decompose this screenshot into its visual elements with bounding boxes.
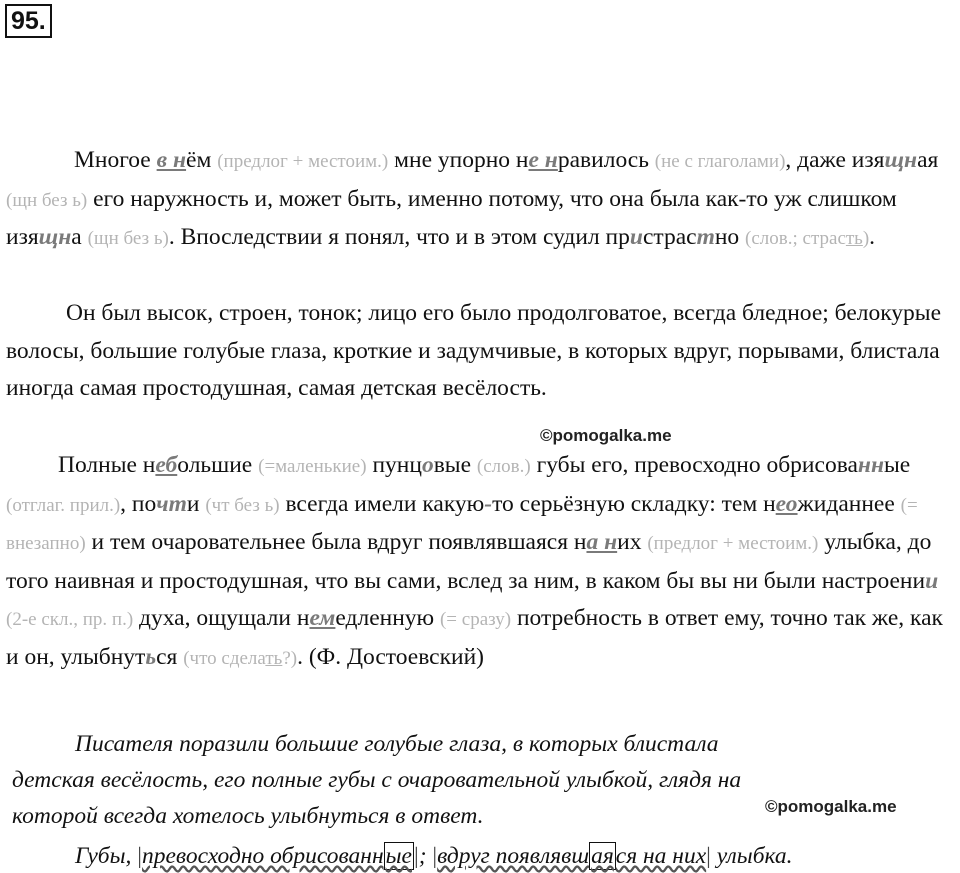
paragraph-2: Он был высок, строен, тонок; лицо его было продолговатое, всегда бледное; белокурые волосы, большие голубые глаза, кроткие и задумчивые, в которых вдруг, порывами, блистала иногда самая простодушная, самая детская весёлость.	[6, 300, 942, 401]
watermark: ©pomogalka.me	[540, 426, 672, 445]
paragraph-3: Полные небольшие (=маленькие) пунцовые (слов.) губы его, превосходно обрисованные (отглаг. прил.), почти (чт без ь) всегда имели какую-то серьёзную складку: тем неожиданнее (= внезапно) и тем очаровательнее была вдруг появлявшаяся на них (предлог + местоим.) улыбка, до того наивная и простодушная, что вы сами, вслед за ним, в каком бы вы ни были настроении (2-е скл., пр. п.) духа, ощущали немедленную (= сразу) потребность в ответ ему, точно так же, как и он, улыбнуться (что сделать?). (Ф. Достоевский)	[6, 452, 943, 670]
summary-line-3: которой всегда хотелось улыбнуться в ответ.	[12, 803, 484, 829]
watermark-2: ©pomogalka.me	[765, 797, 897, 816]
summary-line-2: детская весёлость, его полные губы с очаровательной улыбкой, глядя на	[12, 767, 742, 793]
paragraph-1: Многое в нём (предлог + местоим.) мне упорно не нравилось (не с глаголами), даже изящная (щн без ь) его наружность и, может быть, именно потому, что она была как-то уж слишком изящна (щн без ь). Впоследствии я понял, что и в этом судил пристрастно (слов.; страсть).	[6, 147, 939, 250]
sentence-scheme: Губы, |превосходно обрисованные|; |вдруг появлявшаяся на них| улыбка.	[75, 843, 793, 869]
exercise-number: 95.	[5, 4, 52, 38]
summary-line-1: Писателя поразили большие голубые глаза, в которых блистала	[75, 731, 719, 757]
